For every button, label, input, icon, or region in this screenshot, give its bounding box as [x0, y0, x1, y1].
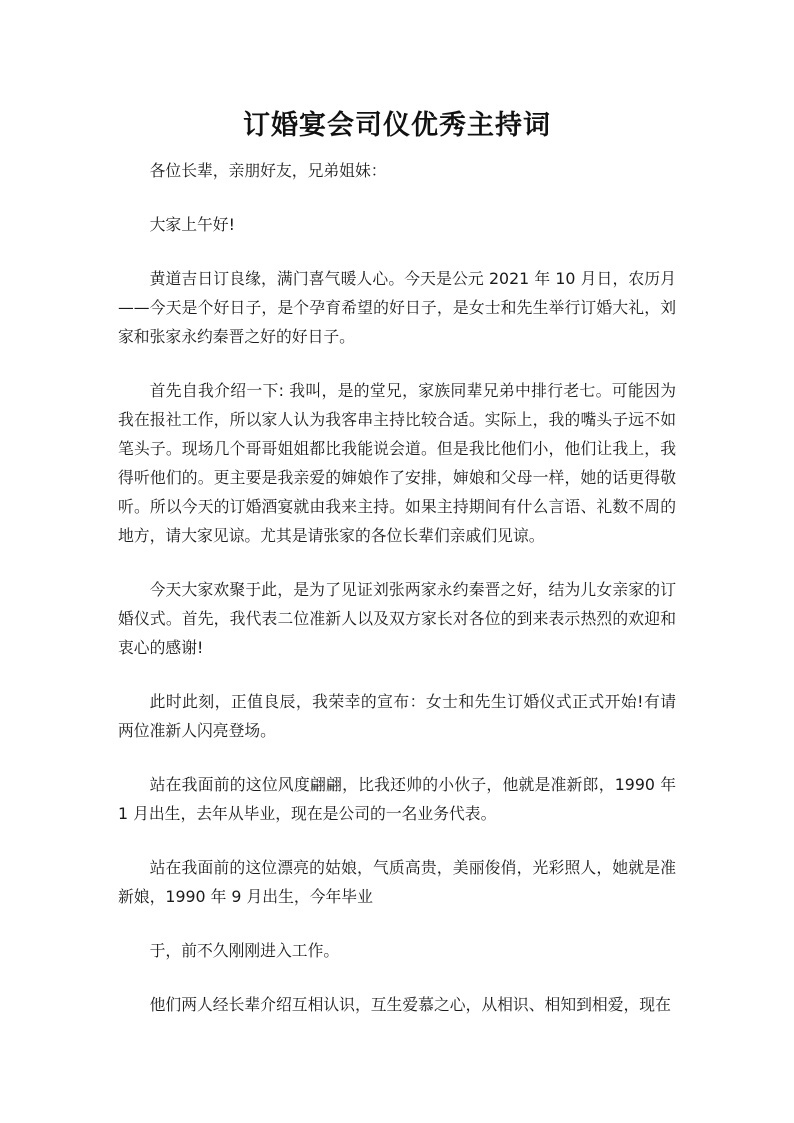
paragraph-welcome: 今天大家欢聚于此，是为了见证刘张两家永约秦晋之好，结为儿女亲家的订婚仪式。首先，我代表二位准新人以及双方家长对各位的到来表示热烈的欢迎和衷心的感谢! [118, 580, 676, 657]
document-body [118, 156, 676, 1019]
paragraph-greeting: 各位长辈，亲朋好友，兄弟姐妹： [149, 161, 387, 180]
paragraph-good-morning: 大家上午好! [149, 215, 235, 234]
paragraph-ceremony-start: 此时此刻，正值良辰，我荣幸的宣布：女士和先生订婚仪式正式开始!有请两位准新人闪亮登场。 [118, 692, 676, 740]
paragraph-auspicious-day: 黄道吉日订良缘，满门喜气暖人心。今天是公元 2021 年 10 月日，农历月——今天是个好日子，是个孕育希望的好日子，是女士和先生举行订婚大礼，刘家和张家永约秦晋之好的好日子。 [118, 269, 676, 346]
paragraph-bride-work: 于，前不久刚刚进入工作。 [149, 941, 340, 960]
paragraph-bride-intro: 站在我面前的这位漂亮的姑娘，气质高贵，美丽俊俏，光彩照人，她就是准新娘，1990 年 9 月出生，今年毕业 [118, 858, 676, 906]
paragraph-self-introduction: 首先自我介绍一下: 我叫，是的堂兄，家族同辈兄弟中排行老七。可能因为我在报社工作，所以家人认为我客串主持比较合适。实际上，我的嘴头子远不如笔头子。现场几个哥哥姐姐都比我能说会道。但是我比他们小，他们让我上，我得听他们的。更主要是我亲爱的婶娘作了安排，婶娘和父母一样，她的话更得敬听。所以今天的订婚酒宴就由我来主持。如果主持期间有什么言语、礼数不周的地方，请大家见谅。尤其是请张家的各位长辈们亲戚们见谅。 [118, 381, 676, 545]
paragraph-couple-story: 他们两人经长辈介绍互相认识，互生爱慕之心，从相识、相知到相爱，现在 [149, 995, 671, 1014]
document-title: 订婚宴会司仪优秀主持词 [243, 110, 551, 141]
paragraph-groom-intro: 站在我面前的这位风度翩翩，比我还帅的小伙子，他就是准新郎，1990 年 1 月出生，去年从毕业，现在是公司的一名业务代表。 [118, 775, 676, 823]
